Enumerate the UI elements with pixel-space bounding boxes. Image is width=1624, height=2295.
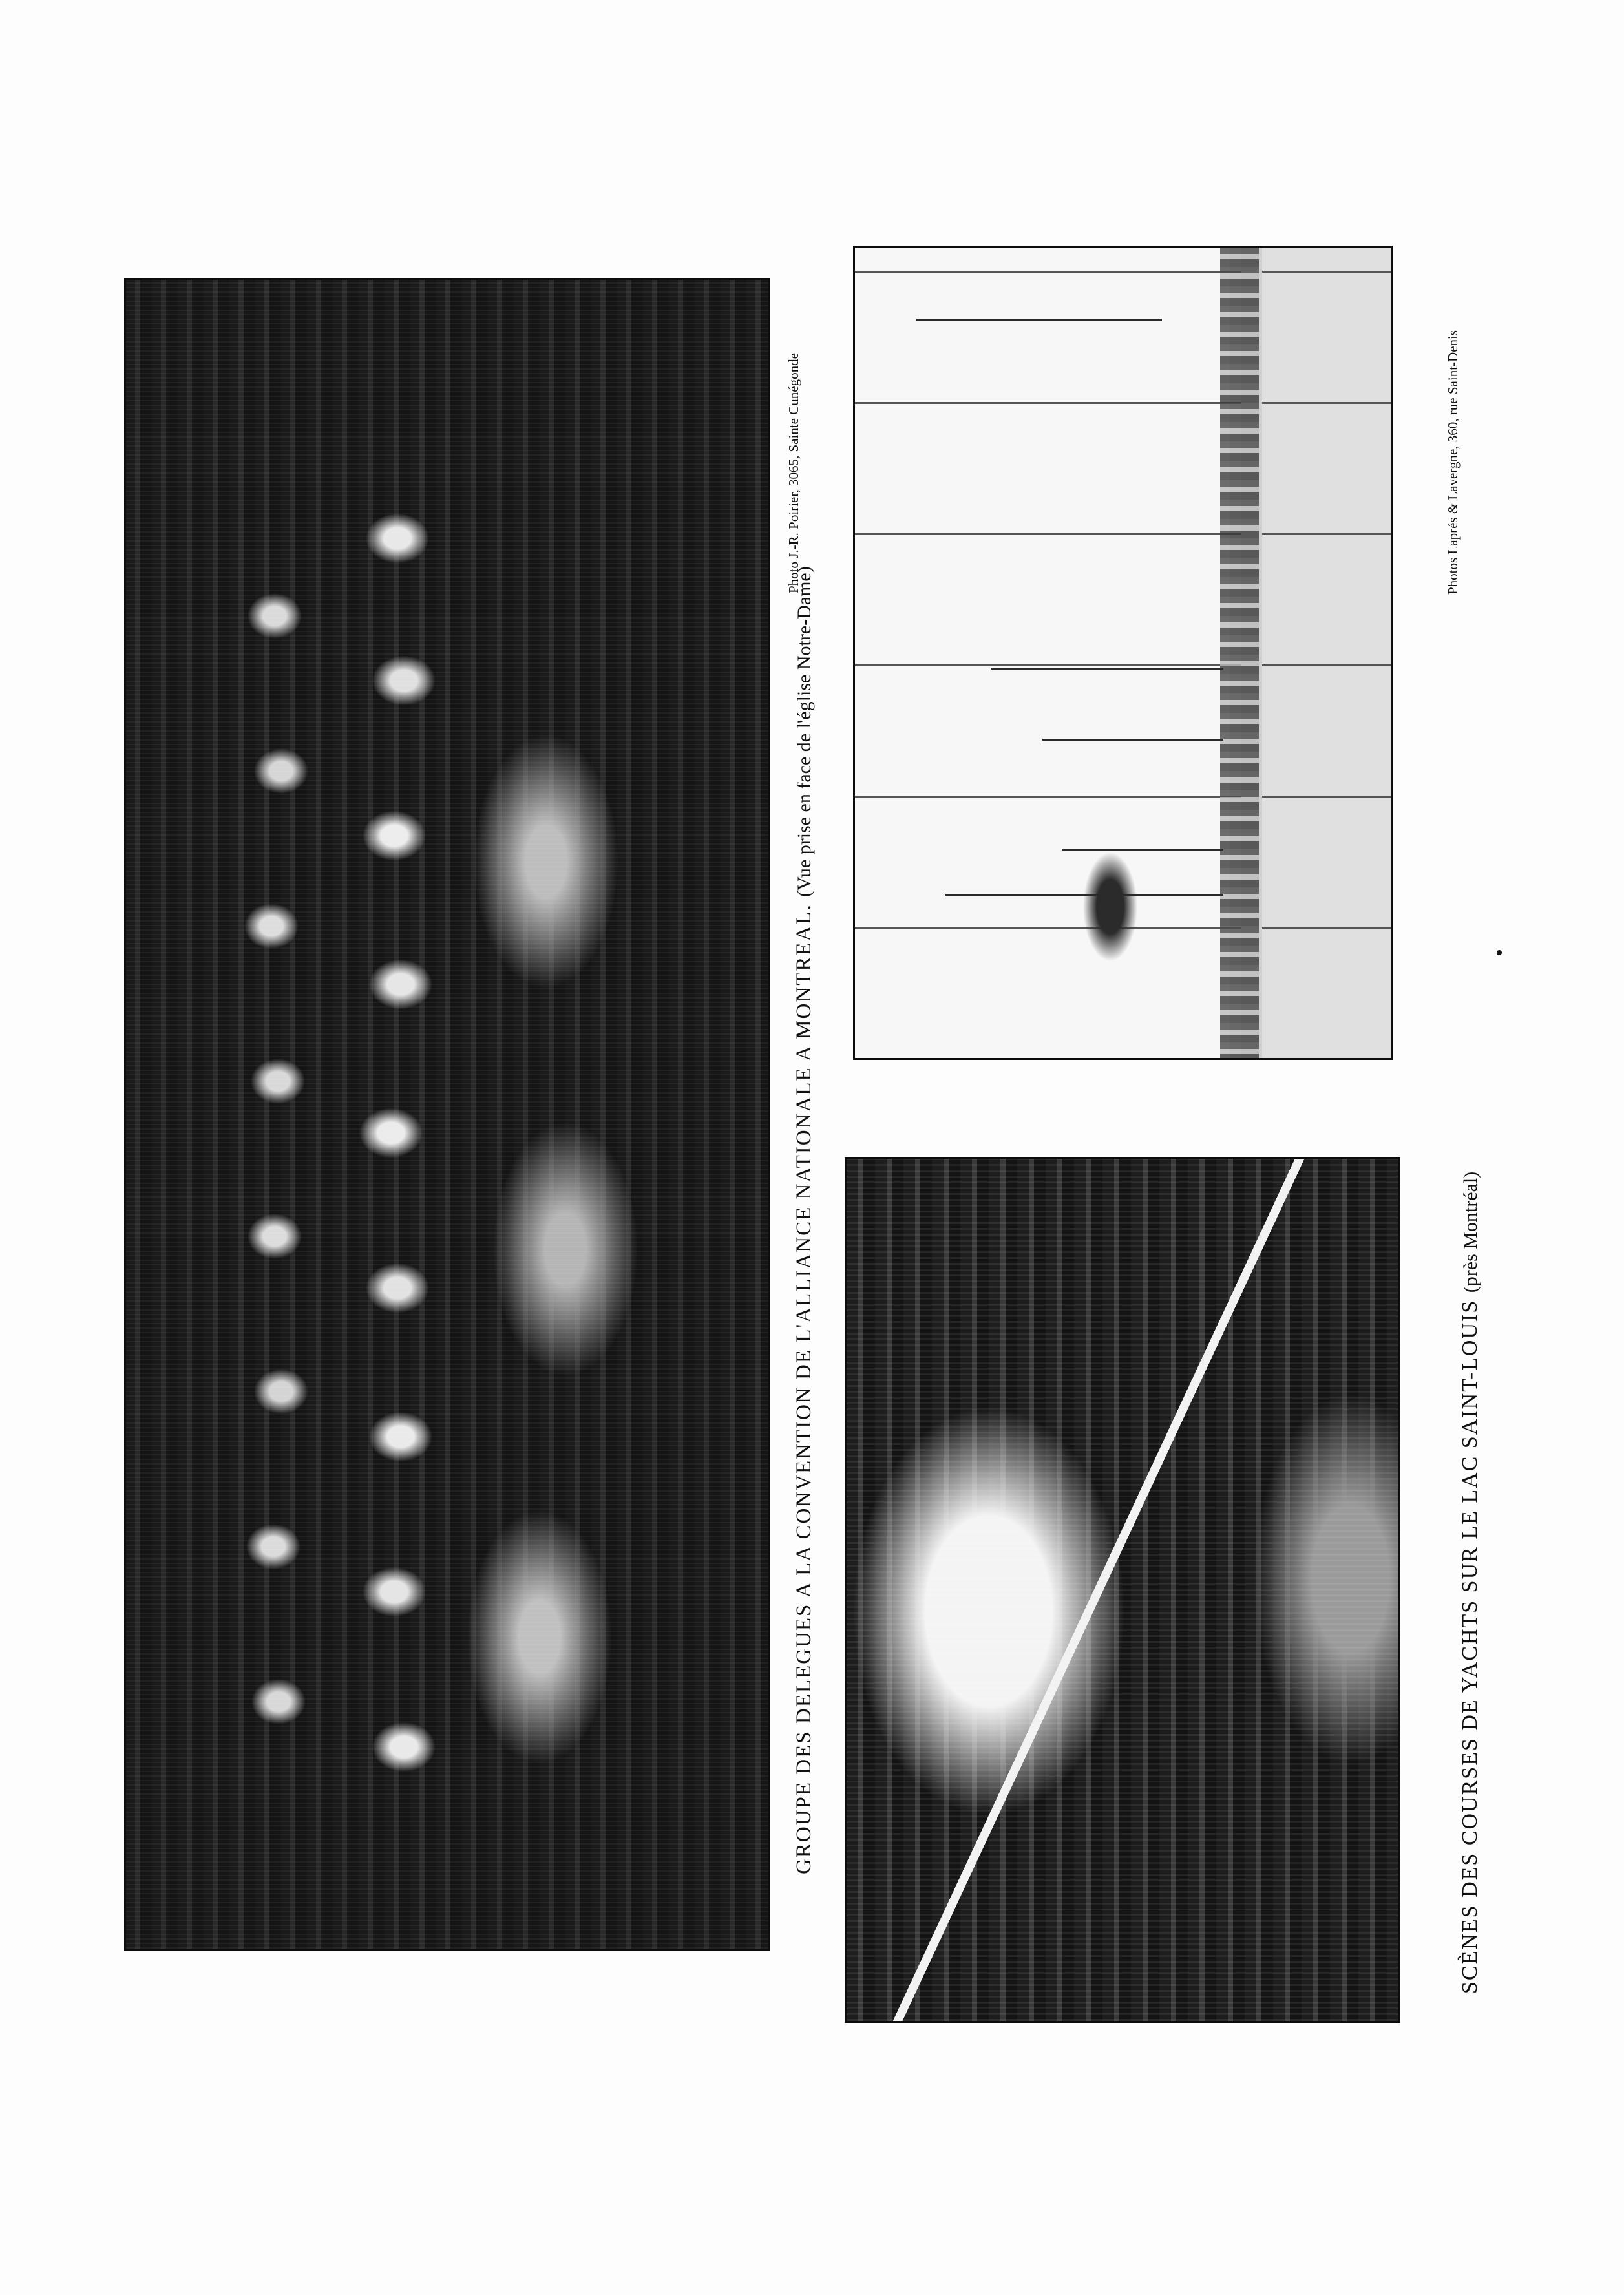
yacht-mast — [991, 668, 1223, 670]
yacht-photos-credit: Photos Laprés & Lavergne, 360, rue Saint-Denis — [1445, 330, 1461, 595]
yacht-mast — [916, 319, 1162, 321]
group-photo-caption — [794, 566, 815, 1874]
yacht-photos-title: SCÈNES DES COURSES DE YACHTS SUR LE LAC SAINT-LOUIS — [1458, 1299, 1482, 1994]
delegates-group-photo — [124, 278, 770, 1951]
yacht-mast — [1042, 739, 1223, 741]
ink-speck — [1497, 950, 1502, 955]
shoreline — [1220, 248, 1259, 1060]
yacht-mast — [945, 894, 1223, 896]
yacht-race-photo-boats — [853, 246, 1393, 1060]
yacht-race-photo-crowd — [845, 1157, 1400, 2023]
group-photo-title: GROUPE DES DELEGUES A LA CONVENTION DE L'ALLIANCE NATIONALE A MONTREAL. — [792, 904, 816, 1874]
group-photo-subtitle: (Vue prise en face de l'église Notre-Dame) — [794, 566, 815, 897]
yacht-mast — [1062, 849, 1223, 851]
yacht-photos-caption — [1459, 1172, 1481, 1994]
yacht-photos-subtitle: (près Montréal) — [1460, 1171, 1481, 1293]
group-photo-credit: Photo J.-R. Poirier, 3065, Sainte Cunégonde — [786, 353, 801, 593]
